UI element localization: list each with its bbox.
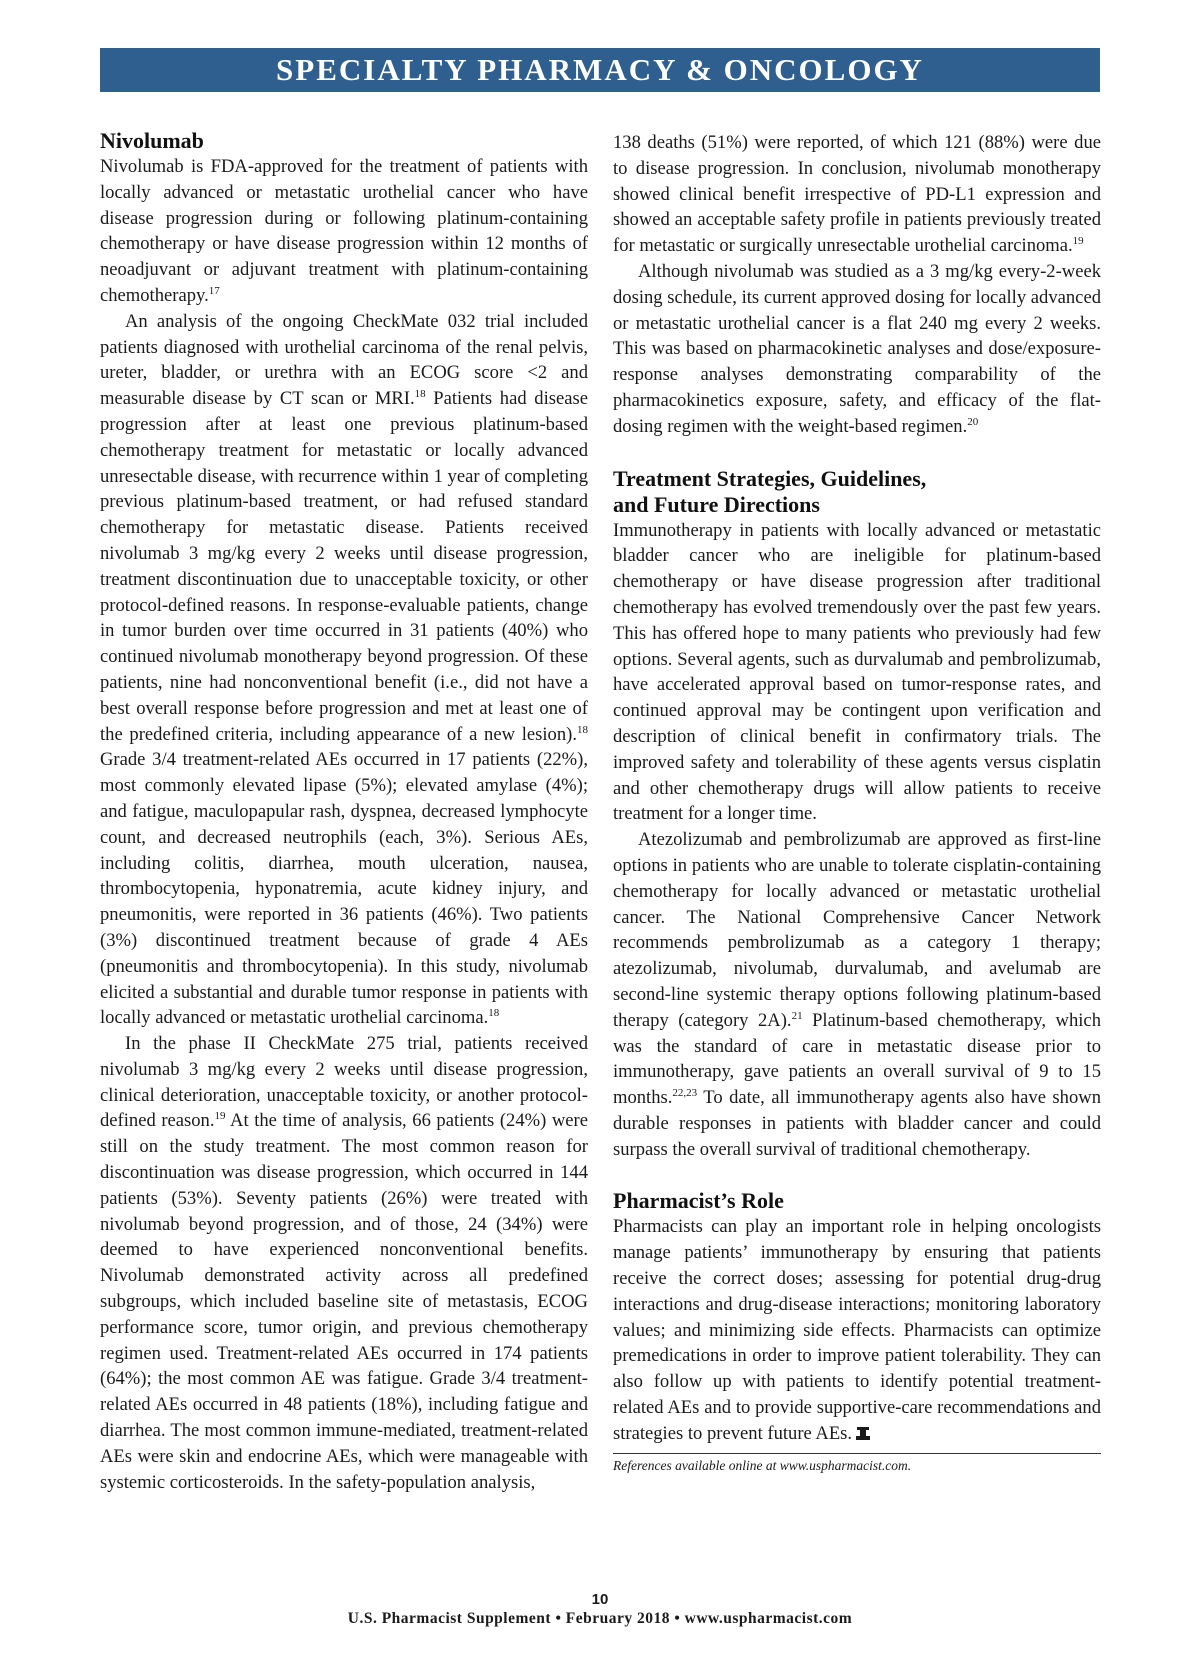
paragraph: 138 deaths (51%) were reported, of which 121 (88%) were due to disease progression. In conclusion, nivolumab monotherapy showed clinical benefit irrespective of PD-L1 expression and showed an acceptable safety profile in patients previously treated for metastatic or surgically unresectable urothelial carcinoma.$^{19}$	[613, 132, 1101, 257]
paragraph: Atezolizumab and pembrolizumab are approved as first-line options in patients who are unable to tolerate cisplatin-containing chemotherapy for locally advanced or metastatic urothelial cancer. The National Comprehensive Cancer Network recommends pembrolizumab as a category 1 therapy; atezolizumab, nivolumab, durvalumab, and avelumab are second-line systemic therapy options following platinum-based therapy (category 2A).$^{21}$ Platinum-based chemotherapy, which was the standard of care in metastatic disease prior to immunotherapy, gave patients an overall survival of 9 to 15 months.$^{22,23}$ To date, all immunotherapy agents also have shown durable responses in patients with bladder cancer and could surpass the overall survival of traditional chemotherapy.	[613, 829, 1101, 1160]
paragraph: An analysis of the ongoing CheckMate 032 trial included patients diagnosed with urothelial carcinoma of the renal pelvis, ureter, bladder, or urethra with an ECOG score <2 and measurable disease by CT scan or MRI.$^{18}$ Patients had disease progression after at least one previous platinum-based chemotherapy treatment for metastatic or locally advanced unresectable disease, with recurrence within 1 year of completing previous platinum-based treatment, or had refused standard chemotherapy for metastatic disease. Patients received nivolumab 3 mg/kg every 2 weeks until disease progression, treatment discontinuation due to unacceptable toxicity, or other protocol-defined reasons. In response-evaluable patients, change in tumor burden over time occurred in 31 patients (40%) who continued nivolumab monotherapy beyond progression. Of these patients, nine had nonconventional benefit (i.e., did not have a best overall response before progression and met at least one of the predefined criteria, including appearance of a new lesion).$^{18}$ Grade 3/4 treatment-related AEs occurred in 17 patients (22%), most commonly elevated lipase (5%); elevated amylase (4%); and fatigue, maculopapular rash, dyspnea, decreased lymphocyte count, and decreased neutrophils (each, 3%). Serious AEs, including colitis, diarrhea, mouth ulceration, nausea, thrombocytopenia, hyponatremia, acute kidney injury, and pneumonitis, were reported in 36 patients (46%). Two patients (3%) discontinued treatment because of grade 4 AEs (pneumonitis and thrombocytopenia). In this study, nivolumab elicited a substantial and durable tumor response in patients with locally advanced or metastatic urothelial carcinoma.$^{18}$	[100, 310, 588, 1029]
heading-nivolumab: Nivolumab	[100, 128, 204, 153]
page-number: 10	[591, 1591, 609, 1608]
left-column	[100, 128, 588, 1495]
right-column	[613, 130, 1101, 1475]
end-mark-icon	[856, 1427, 870, 1440]
heading-pharmacists-role: Pharmacist’s Role	[613, 1188, 784, 1214]
paragraph: Pharmacists can play an important role in helping oncologists manage patients’ immunotherapy by ensuring that patients receive the correct doses; assessing for potential drug-drug interactions and drug-disease interactions; monitoring laboratory values; and minimizing side effects. Pharmacists can optimize premedications in order to improve patient tolerability. They can also follow up with patients to identify potential treatment-related AEs and to provide supportive-care recommendations and strategies to prevent future AEs.	[613, 1216, 1101, 1444]
paragraph: In the phase II CheckMate 275 trial, patients received nivolumab 3 mg/kg every 2 weeks until disease progression, clinical deterioration, unacceptable toxicity, or another protocol-defined reason.$^{19}$ At the time of analysis, 66 patients (24%) were still on the study treatment. The most common reason for discontinuation was disease progression, which occurred in 144 patients (53%). Seventy patients (26%) were treated with nivolumab beyond progression, and of those, 24 (34%) were deemed to have experienced nonconventional benefits. Nivolumab demonstrated activity across all predefined subgroups, which included baseline site of metastasis, ECOG performance score, tumor origin, and previous chemotherapy regimen used. Treatment-related AEs occurred in 174 patients (64%); the most common AE was fatigue. Grade 3/4 treatment-related AEs occurred in 48 patients (18%), including fatigue and diarrhea. The most common immune-mediated, treatment-related AEs were skin and endocrine AEs, which were manageable with systemic corticosteroids. In the safety-population analysis,	[100, 1033, 588, 1493]
section-banner: SPECIALTY PHARMACY & ONCOLOGY	[100, 48, 1100, 92]
paragraph: Immunotherapy in patients with locally advanced or metastatic bladder cancer who are ineligible for platinum-based chemotherapy or have disease progression after traditional chemotherapy has evolved tremendously over the past few years. This has offered hope to many patients who previously had few options. Several agents, such as durvalumab and pembrolizumab, have accelerated approval based on tumor-response rates, and continued approval may be contingent upon verification and description of clinical benefit in confirmatory trials. The improved safety and tolerability of these agents versus cisplatin and other chemotherapy drugs will allow patients to receive treatment for a longer time.	[613, 519, 1101, 825]
paragraph: Nivolumab is FDA-approved for the treatment of patients with locally advanced or metastatic urothelial cancer who have disease progression during or following platinum-containing chemotherapy or have disease progression within 12 months of neoadjuvant or adjuvant treatment with platinum-containing chemotherapy.$^{17}$	[100, 156, 588, 306]
paragraph: Although nivolumab was studied as a 3 mg/kg every-2-week dosing schedule, its current approved dosing for locally advanced or metastatic urothelial cancer is a flat 240 mg every 2 weeks. This was based on pharmacokinetic analyses and dose/exposure-response analyses demonstrating comparability of the pharmacokinetics exposure, safety, and efficacy of the flat-dosing regimen with the weight-based regimen.$^{20}$	[613, 260, 1101, 437]
heading-treatment-strategies: Treatment Strategies, Guidelines, and Future Directions	[613, 465, 927, 517]
references-note: References available online at www.uspharmacist.com.	[613, 1453, 1101, 1475]
publication-footer: U.S. Pharmacist Supplement • February 2018 • www.uspharmacist.com	[347, 1610, 853, 1627]
